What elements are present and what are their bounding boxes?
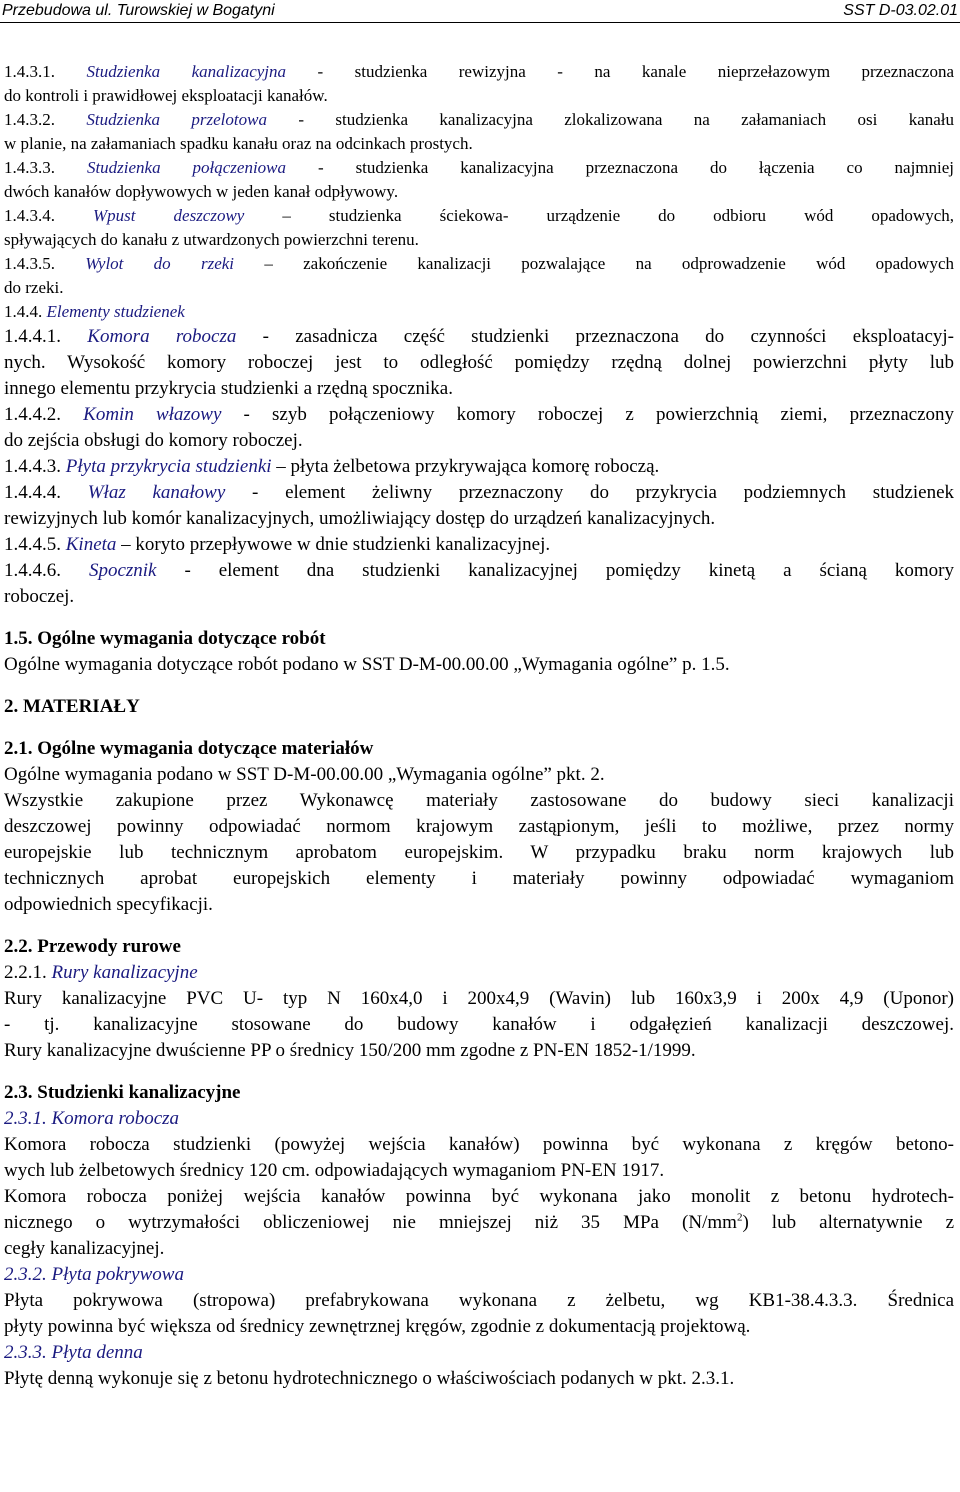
definition-text: nych. Wysokość komory roboczej jest to odległość pomiędzy rzędną dolnej powierzchni płyty lub [4, 352, 954, 373]
paragraph-line: Rury kanalizacyjne dwuścienne PP o średnicy 150/200 mm zgodne z PN-EN 1852-1/1999. [4, 1040, 696, 1061]
subsection-title: Rury kanalizacyjne [51, 962, 198, 983]
subsection-title: Komora robocza [51, 1108, 180, 1129]
paragraph-line: Płytę denną wykonuje się z betonu hydrotechnicznego o właściwościach podanych w pkt. 2.3.1. [4, 1368, 735, 1389]
document-body [4, 60, 954, 1392]
paragraph-line: - tj. kanalizacyjne stosowane do budowy kanałów i odgałęzień kanalizacji deszczowej. [4, 1014, 954, 1035]
section-number: 1.4.4. [4, 302, 43, 321]
definition-1-4-3-5 [4, 252, 954, 300]
subsection-title: Płyta pokrywowa [51, 1264, 184, 1285]
section-1-4-4-heading [4, 300, 954, 324]
definition-text: – studzienka ściekowa- urządzenie do odbioru wód opadowych, [244, 206, 954, 225]
paragraph-line: Płyta pokrywowa (stropowa) prefabrykowana wykonana z żelbetu, wg KB1-38.4.3.3. Średnica [4, 1290, 954, 1311]
header-rule [0, 22, 960, 23]
definition-text: - element dna studzienki kanalizacyjnej pomiędzy kinetą a ścianą komory [156, 560, 954, 581]
definition-text: - element żeliwny przeznaczony do przykrycia podziemnych studzienek [225, 482, 955, 503]
paragraph-line [4, 1210, 954, 1236]
definition-1-4-3-2 [4, 108, 954, 156]
definition-1-4-4-1 [4, 324, 954, 402]
definition-text: w planie, na załamaniach spadku kanału oraz na odcinkach prostych. [4, 134, 473, 153]
subsection-2-3-1-heading [4, 1106, 954, 1132]
definition-number: 1.4.4.3. [4, 456, 61, 477]
definition-text: spływających do kanału z utwardzonych powierzchni terenu. [4, 230, 419, 249]
definition-term: Wylot do rzeki [85, 254, 235, 273]
definition-number: 1.4.4.5. [4, 534, 61, 555]
definition-term: Kineta [65, 534, 117, 555]
subsection-2-3-2-heading [4, 1262, 954, 1288]
paragraph-line: wych lub żelbetowych średnicy 120 cm. odpowiadających wymaganiom PN-EN 1917. [4, 1160, 665, 1181]
definition-text: - studzienka rewizyjna - na kanale nieprzełazowym przeznaczona [286, 62, 954, 81]
definition-1-4-3-3 [4, 156, 954, 204]
definition-number: 1.4.3.5. [4, 254, 55, 273]
paragraph-line: Wszystkie zakupione przez Wykonawcę materiały zastosowane do budowy sieci kanalizacji [4, 790, 954, 811]
definition-term: Studzienka przelotowa [86, 110, 267, 129]
definition-text: – zakończenie kanalizacji pozwalające na odprowadzenie wód opadowych [234, 254, 955, 273]
definition-text: – koryto przepływowe w dnie studzienki kanalizacyjnej. [116, 534, 551, 555]
definition-term: Właz kanałowy [87, 482, 226, 503]
definition-number: 1.4.3.4. [4, 206, 55, 225]
definition-term: Studzienka kanalizacyjna [86, 62, 287, 81]
definition-1-4-4-5 [4, 532, 954, 558]
superscript: 2 [736, 1211, 743, 1224]
definition-term: Komora robocza [87, 326, 237, 347]
paragraph-line: odpowiednich specyfikacji. [4, 894, 213, 915]
paragraph-line: Rury kanalizacyjne PVC U- typ N 160x4,0 i 200x4,9 (Wavin) lub 160x3,9 i 200x 4,9 (Uponor) [4, 988, 954, 1009]
paragraph-line: płyty powinna być większa od średnicy zewnętrznej kręgów, zgodnie z dokumentacją projektową. [4, 1316, 751, 1337]
definition-text: - studzienka kanalizacyjna zlokalizowana na załamaniach osi kanału [266, 110, 955, 129]
header-spec-code: SST D-03.02.01 [843, 2, 958, 19]
paragraph-text: nicznego o wytrzymałości obliczeniowej nie mniejszej niż 35 MPa (N/mm [4, 1212, 737, 1233]
definition-text: do kontroli i prawidłowej eksploatacji kanałów. [4, 86, 328, 105]
paragraph-line: Komora robocza poniżej wejścia kanałów powinna być wykonana jako monolit z betonu hydrotech- [4, 1186, 954, 1207]
definition-number: 1.4.3.1. [4, 62, 55, 81]
definition-number: 1.4.3.3. [4, 158, 55, 177]
definition-1-4-4-3 [4, 454, 954, 480]
section-2-heading: 2. MATERIAŁY [4, 696, 140, 717]
definition-text: do zejścia obsługi do komory roboczej. [4, 430, 303, 451]
definition-1-4-3-1 [4, 60, 954, 108]
definition-term: Wpust deszczowy [93, 206, 245, 225]
section-2-1-heading: 2.1. Ogólne wymagania dotyczące materiałów [4, 738, 374, 759]
subsection-2-3-3-heading [4, 1340, 954, 1366]
definition-number: 1.4.4.6. [4, 560, 61, 581]
definition-number: 1.4.4.4. [4, 482, 61, 503]
section-1-5-heading: 1.5. Ogólne wymagania dotyczące robót [4, 628, 326, 649]
definition-1-4-4-2 [4, 402, 954, 454]
definition-1-4-4-6 [4, 558, 954, 610]
paragraph-line: Komora robocza studzienki (powyżej wejścia kanałów) powinna być wykonana z kręgów betono- [4, 1134, 954, 1155]
paragraph-line: cegły kanalizacyjnej. [4, 1238, 165, 1259]
subsection-number: 2.3.2. [4, 1264, 47, 1285]
paragraph-text: ) lub alternatywnie z [742, 1212, 955, 1233]
definition-number: 1.4.4.1. [4, 326, 61, 347]
paragraph-line: europejskie lub technicznym aprobatom europejskim. W przypadku braku norm krajowych lub [4, 842, 954, 863]
subsection-number: 2.3.3. [4, 1342, 47, 1363]
definition-text: innego elementu przykrycia studzienki a rzędną spocznika. [4, 378, 453, 399]
definition-1-4-4-4 [4, 480, 954, 532]
definition-text: rewizyjnych lub komór kanalizacyjnych, umożliwiający dostęp do urządzeń kanalizacyjnych. [4, 508, 716, 529]
definition-text: - studzienka kanalizacyjna przeznaczona do łączenia co najmniej [286, 158, 955, 177]
definition-number: 1.4.4.2. [4, 404, 61, 425]
definition-term: Komin włazowy [83, 404, 222, 425]
definition-text: – płyta żelbetowa przykrywająca komorę roboczą. [271, 456, 660, 477]
definition-1-4-3-4 [4, 204, 954, 252]
paragraph-line: technicznych aprobat europejskich elementy i materiały powinny odpowiadać wymaganiom [4, 868, 954, 889]
subsection-2-2-1-heading [4, 960, 954, 986]
header-project-title: Przebudowa ul. Turowskiej w Bogatyni [2, 2, 275, 19]
subsection-number: 2.3.1. [4, 1108, 47, 1129]
definition-text: do rzeki. [4, 278, 64, 297]
paragraph-line: deszczowej powinny odpowiadać normom krajowym zastąpionym, jeśli to możliwe, przez normy [4, 816, 954, 837]
subsection-number: 2.2.1. [4, 962, 47, 983]
definition-number: 1.4.3.2. [4, 110, 55, 129]
definition-text: roboczej. [4, 586, 75, 607]
definition-text: dwóch kanałów dopływowych w jeden kanał odpływowy. [4, 182, 399, 201]
section-2-3-heading: 2.3. Studzienki kanalizacyjne [4, 1082, 241, 1103]
definition-term: Studzienka połączeniowa [86, 158, 287, 177]
definition-term: Płyta przykrycia studzienki [65, 456, 272, 477]
section-2-2-heading: 2.2. Przewody rurowe [4, 936, 181, 957]
definition-text: - szyb połączeniowy komory roboczej z powierzchnią ziemi, przeznaczony [221, 404, 954, 425]
section-title: Elementy studzienek [46, 302, 185, 321]
definition-text: - zasadnicza część studzienki przeznaczona do czynności eksploatacyj- [236, 326, 954, 347]
paragraph-line: Ogólne wymagania podano w SST D-M-00.00.00 „Wymagania ogólne” pkt. 2. [4, 764, 605, 785]
definition-term: Spocznik [88, 560, 157, 581]
section-1-5-text: Ogólne wymagania dotyczące robót podano w SST D-M-00.00.00 „Wymagania ogólne” p. 1.5. [4, 654, 730, 675]
subsection-title: Płyta denna [51, 1342, 143, 1363]
page-header [0, 0, 960, 22]
